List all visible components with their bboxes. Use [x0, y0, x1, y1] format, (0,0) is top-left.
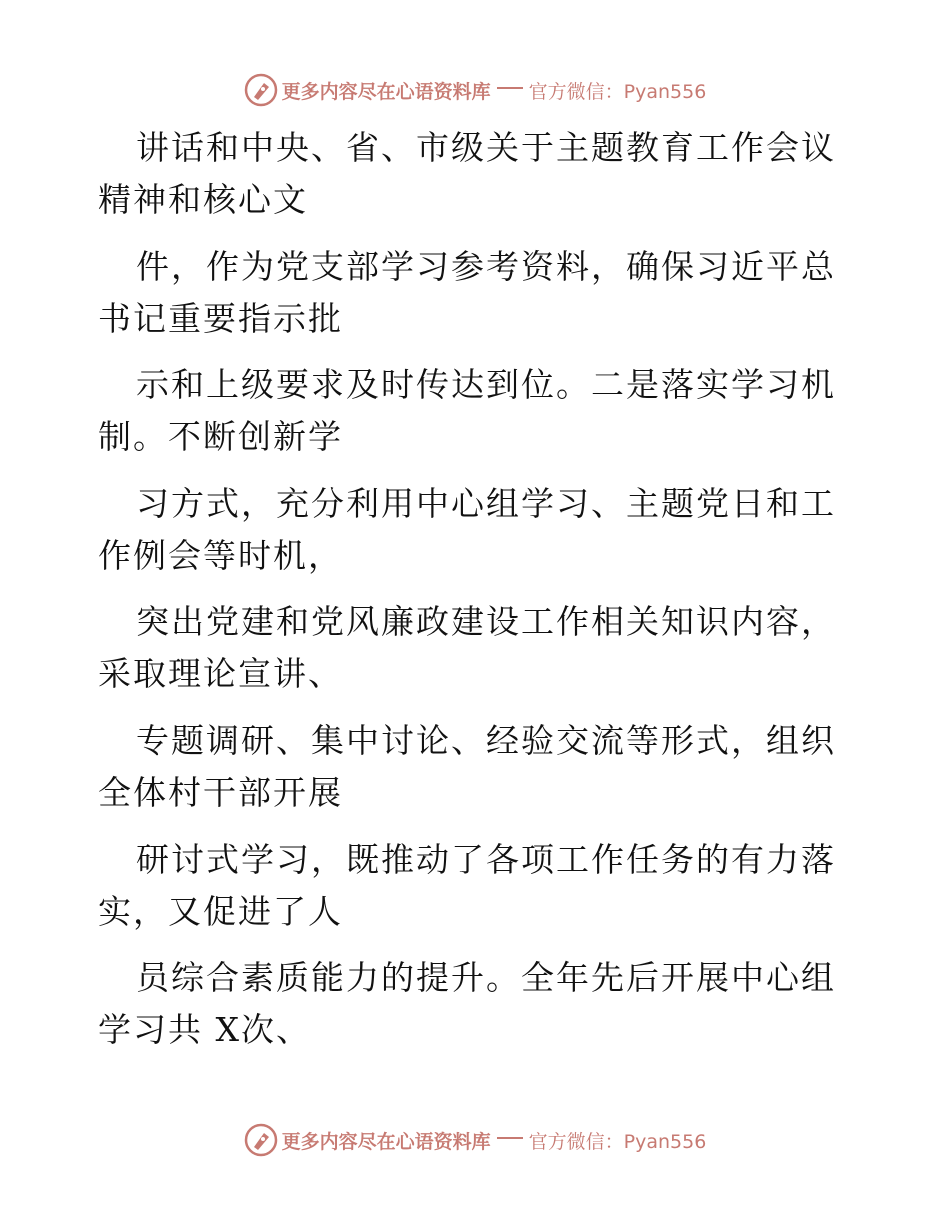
pen-nib-logo-icon [244, 73, 278, 107]
paragraph-6: 专题调研、集中讨论、经验交流等形式，组织全体村干部开展 [98, 720, 836, 812]
header-watermark [0, 70, 950, 110]
paragraph-5: 突出党建和党风廉政建设工作相关知识内容，采取理论宣讲、 [98, 602, 836, 694]
watermark-dash [497, 87, 523, 89]
paragraph-2: 件，作为党支部学习参考资料，确保习近平总书记重要指示批 [98, 246, 836, 338]
watermark-contact-text: 官方微信：Pyan556 [528, 1130, 707, 1153]
footer-watermark [0, 1120, 950, 1160]
paragraph-3: 示和上级要求及时传达到位。二是落实学习机制。不断创新学 [98, 365, 836, 457]
paragraph-1: 讲话和中央、省、市级关于主题教育工作会议精神和核心文 [98, 128, 836, 219]
pen-nib-logo-icon [244, 1123, 278, 1157]
watermark-site-text: 更多内容尽在心语资料库 [281, 80, 491, 103]
document-body [98, 122, 868, 1071]
paragraph-7: 研讨式学习，既推动了各项工作任务的有力落实，又促进了人 [98, 839, 836, 931]
watermark-dash [497, 1137, 523, 1139]
paragraph-4: 习方式，充分利用中心组学习、主题党日和工作例会等时机， [98, 483, 836, 575]
paragraph-8: 员综合素质能力的提升。全年先后开展中心组学习共 X次、 [98, 958, 836, 1050]
watermark-site-text: 更多内容尽在心语资料库 [281, 1130, 491, 1153]
watermark-contact-text: 官方微信：Pyan556 [528, 80, 707, 103]
